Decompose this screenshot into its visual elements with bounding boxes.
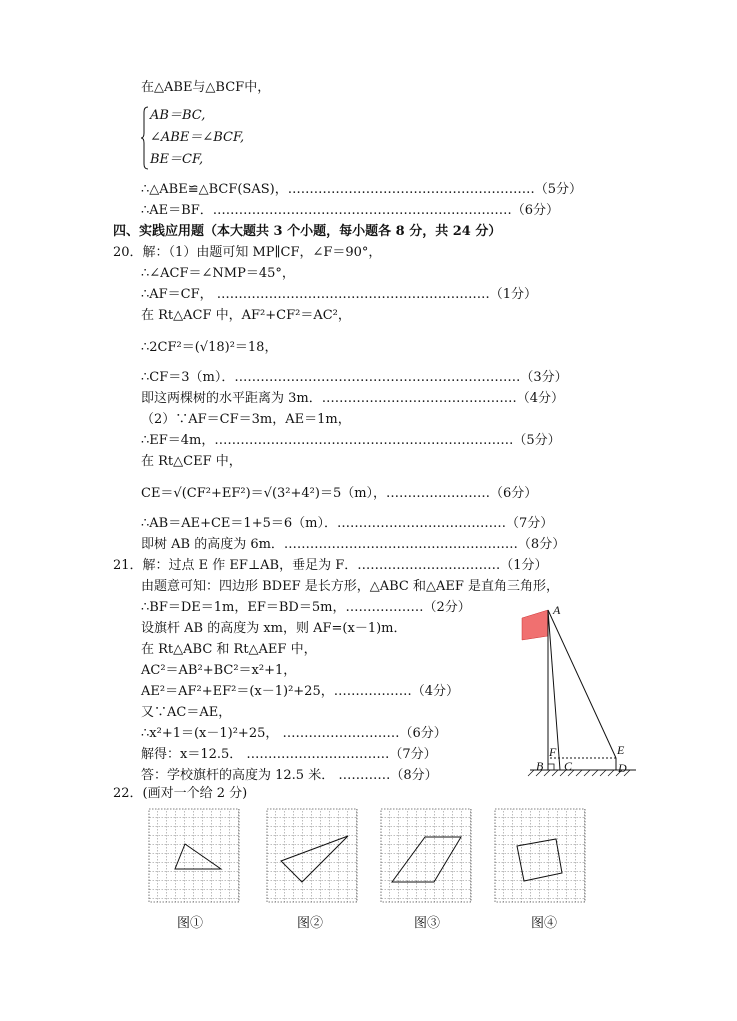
system-line-2: ∠ABE＝∠BCF, — [150, 130, 245, 145]
p21-line-h: 又∵AC＝AE， — [141, 705, 232, 720]
p21-line-j: 解得：x＝12.5． ……………………………（7分） — [141, 747, 437, 762]
system-line-1: AB＝BC, — [150, 108, 206, 123]
p20-line-j: 在 Rt△CEF 中， — [141, 454, 242, 469]
p20-line-b: ∴∠ACF＝∠NMP＝45°， — [141, 266, 295, 281]
section-4-heading: 四、实践应用题（本大题共 3 个小题，每小题各 8 分，共 24 分） — [113, 224, 502, 239]
p21-line-c: ∴BF＝DE＝1m，EF＝BD＝5m，………………（2分） — [141, 600, 471, 615]
caption-figure-2: 图② — [297, 916, 324, 931]
label-e: E — [617, 743, 625, 757]
label-c: C — [564, 759, 573, 773]
p21-line-b: 由题意可知：四边形 BDEF 是长方形，△ABC 和△AEF 是直角三角形， — [141, 579, 560, 594]
p20-line-a: 20．解：（1）由题可知 MP∥CF，∠F＝90°， — [113, 245, 382, 260]
p20-line-e: ∴2CF²＝(√18)²＝18， — [141, 340, 278, 355]
caption-figure-3: 图③ — [414, 916, 441, 931]
p20-line-m: 即树 AB 的高度为 6m．………………………………………………（8分） — [141, 537, 566, 552]
caption-figure-1: 图① — [177, 916, 204, 931]
flag-shape — [522, 610, 548, 640]
p20-line-l: ∴AB＝AE+CE＝1+5＝6（m）．…………………………………（7分） — [141, 516, 554, 531]
p22-heading: 22．(画对一个给 2 分) — [113, 786, 248, 801]
p20-line-c: ∴AF＝CF， ………………………………………………………（1分） — [141, 287, 538, 302]
p21-line-d: 设旗杆 AB 的高度为 xm，则 AF=(x－1)m． — [141, 621, 407, 636]
p20-line-i: ∴EF＝4m，……………………………………………………………（5分） — [141, 433, 561, 448]
p20-line-f: ∴CF＝3（m）．…………………………………………………………（3分） — [141, 370, 568, 385]
p21-line-i: ∴x²+1＝(x－1)²+25， ………………………（6分） — [141, 726, 447, 741]
p20-line-g: 即这两棵树的水平距离为 3m．………………………………………（4分） — [141, 391, 565, 406]
brace-icon — [141, 106, 149, 170]
grid-figure-4 — [494, 808, 586, 903]
caption-figure-4: 图④ — [531, 916, 558, 931]
p20-line-h: （2）∵AF＝CF＝3m，AE＝1m， — [141, 412, 351, 427]
grid-figure-2 — [266, 808, 358, 903]
label-d: D — [618, 761, 627, 775]
p21-line-f: AC²＝AB²+BC²＝x²+1， — [141, 663, 297, 678]
p21-line-a: 21．解：过点 E 作 EF⊥AB，垂足为 F．……………………………（1分） — [113, 558, 548, 573]
p20-line-k: CE＝√(CF²+EF²)＝√(3²+4²)＝5（m），……………………（6分） — [141, 486, 538, 501]
p21-line-e: 在 Rt△ABC 和 Rt△AEF 中， — [141, 642, 317, 657]
grid-figure-3 — [380, 808, 472, 903]
label-f: F — [549, 745, 557, 759]
label-a: A — [553, 603, 561, 617]
grid-figure-1 — [148, 808, 240, 903]
line-triangle-intro: 在△ABE与△BCF中， — [141, 80, 271, 95]
line-ae-bf: ∴AE＝BF．……………………………………………………………（6分） — [141, 203, 559, 218]
p21-line-k: 答：学校旗杆的高度为 12.5 米． …………（8分） — [141, 768, 438, 783]
p21-line-g: AE²＝AF²+EF²＝(x－1)²+25，………………（4分） — [141, 684, 459, 699]
label-b: B — [536, 759, 544, 773]
p20-line-d: 在 Rt△ACF 中，AF²+CF²＝AC²， — [141, 308, 351, 323]
flagpole-figure — [520, 600, 665, 780]
line-congruence: ∴△ABE≌△BCF(SAS)，…………………………………………………（5分） — [141, 182, 582, 197]
system-line-3: BE＝CF, — [150, 152, 204, 167]
